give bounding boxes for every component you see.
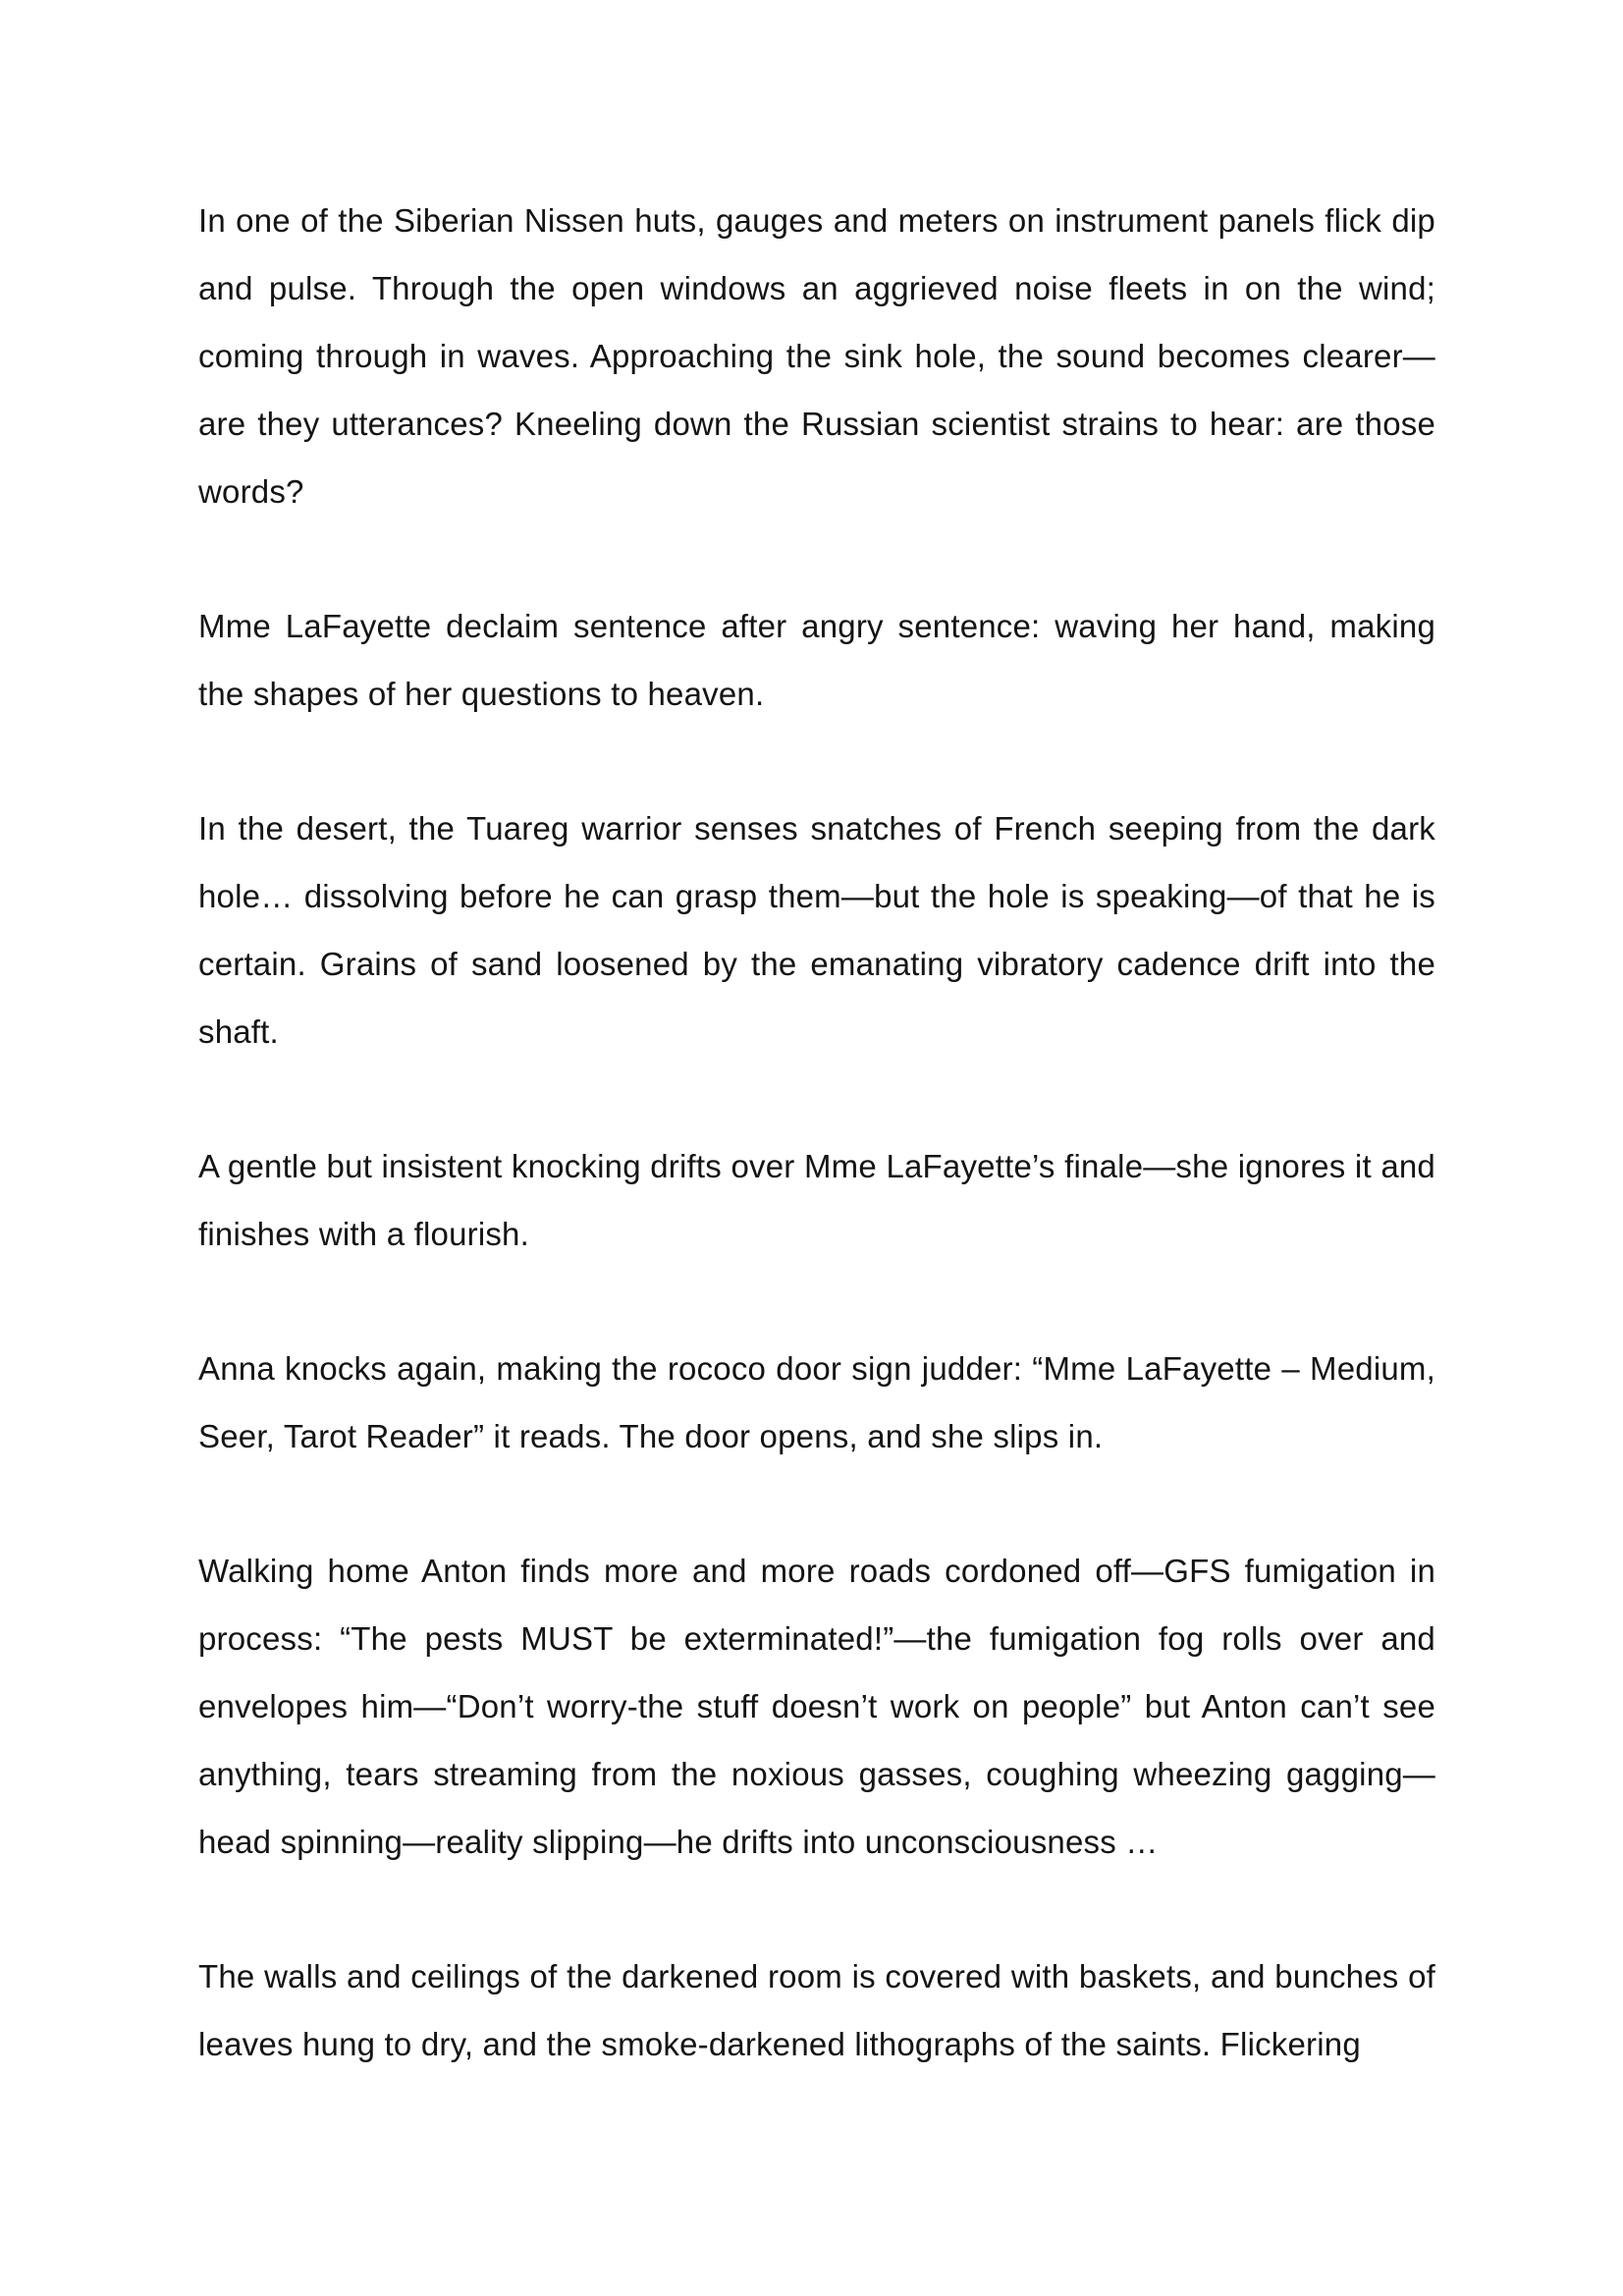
paragraph-anton-fumigation: Walking home Anton finds more and more roads cordoned off—GFS fumigation in process: “The pests MUST be exterminated!”—the fumigation fog rolls over and envelopes him—“Don’t worry-the stuff doesn’t work on people” but Anton can’t see anything, tears streaming from the noxious gasses, coughing wheezing gagging—head spinning—reality slipping—he drifts into unconsciousness …: [198, 1553, 1435, 1860]
paragraph-knocking: A gentle but insistent knocking drifts over Mme LaFayette’s finale—she ignores it and finishes with a flourish.: [198, 1148, 1435, 1252]
paragraph-siberian-huts: In one of the Siberian Nissen huts, gauges and meters on instrument panels flick dip and pulse. Through the open windows an aggrieved noise fleets in on the wind; coming through in waves. Approaching the sink hole, the sound becomes clearer—are they utterances? Kneeling down the Russian scientist strains to hear: are those words?: [198, 202, 1435, 510]
body-text: [198, 187, 1435, 2078]
paragraph-anna-knocks: Anna knocks again, making the rococo door sign judder: “Mme LaFayette – Medium, Seer, Tarot Reader” it reads. The door opens, and she slips in.: [198, 1350, 1435, 1454]
paragraph-mme-lafayette-declaims: Mme LaFayette declaim sentence after angry sentence: waving her hand, making the shapes of her questions to heaven.: [198, 608, 1435, 712]
paragraph-darkened-room: The walls and ceilings of the darkened room is covered with baskets, and bunches of leaves hung to dry, and the smoke-darkened lithographs of the saints. Flickering: [198, 1958, 1435, 2062]
paragraph-tuareg-desert: In the desert, the Tuareg warrior senses snatches of French seeping from the dark hole… dissolving before he can grasp them—but the hole is speaking—of that he is certain. Grains of sand loosened by the emanating vibratory cadence drift into the shaft.: [198, 810, 1435, 1050]
